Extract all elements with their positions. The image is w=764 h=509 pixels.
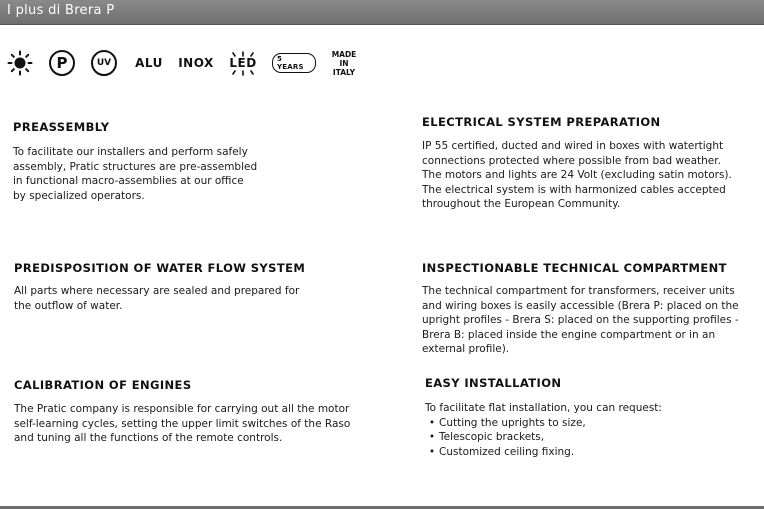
section-title: CALIBRATION OF ENGINES — [14, 378, 192, 392]
five-years-icon: 5 YEARS — [272, 44, 316, 82]
section-electrical — [422, 115, 764, 212]
installation-list — [425, 416, 764, 460]
section-title: EASY INSTALLATION — [425, 376, 562, 390]
parking-icon: P — [48, 44, 76, 82]
section-body: IP 55 certified, ducted and wired in boxes with watertight connections protected where possible from bad weather. The motors and lights are 24 Volt (excluding satin motors). The electrical system is with harmonized cables accepted throughout the European Community. — [422, 140, 732, 210]
section-preassembly — [13, 120, 358, 203]
section-body: To facilitate flat installation, you can request: — [425, 402, 662, 414]
section-engines — [14, 378, 359, 446]
section-body: The technical compartment for transformers, receiver units and wiring boxes is easily accessible (Brera P: placed on the upright profiles - Brera S: placed on the supporting profiles - Brera B: placed inside the engine compartment or in an external profile). — [422, 285, 739, 355]
section-title: PREASSEMBLY — [13, 120, 110, 134]
section-title: PREDISPOSITION OF WATER FLOW SYSTEM — [14, 261, 306, 275]
list-item: • Cutting the uprights to size, — [425, 416, 764, 431]
section-body: All parts where necessary are sealed and prepared for the outflow of water. — [14, 285, 300, 312]
inox-icon: INOX — [178, 56, 214, 70]
section-title: ELECTRICAL SYSTEM PREPARATION — [422, 115, 661, 129]
feature-icons-row — [0, 44, 764, 84]
alu-icon: ALU — [135, 56, 163, 70]
page-title: I plus di Brera P — [7, 3, 115, 18]
section-body: To facilitate our installers and perform safely assembly, Pratic structures are pre-assembled in functional macro-assemblies at our office by specialized operators. — [13, 146, 258, 202]
header-bar — [0, 0, 764, 25]
made-in-italy-icon: MADE IN ITALY — [331, 49, 357, 77]
section-body: The Pratic company is responsible for carrying out all the motor self-learning cycles, setting the upper limit switches of the Raso and tuning all the functions of the remote controls. — [14, 403, 351, 444]
list-item: • Telescopic brackets, — [425, 430, 764, 445]
led-icon: LED — [228, 44, 258, 82]
section-installation — [425, 376, 764, 459]
section-compartment — [422, 261, 760, 357]
list-item: • Customized ceiling fixing. — [425, 445, 764, 460]
section-title: INSPECTIONABLE TECHNICAL COMPARTMENT — [422, 261, 727, 275]
sun-icon — [6, 44, 34, 82]
section-water-flow — [14, 261, 359, 313]
uv-icon: UV — [90, 44, 118, 82]
